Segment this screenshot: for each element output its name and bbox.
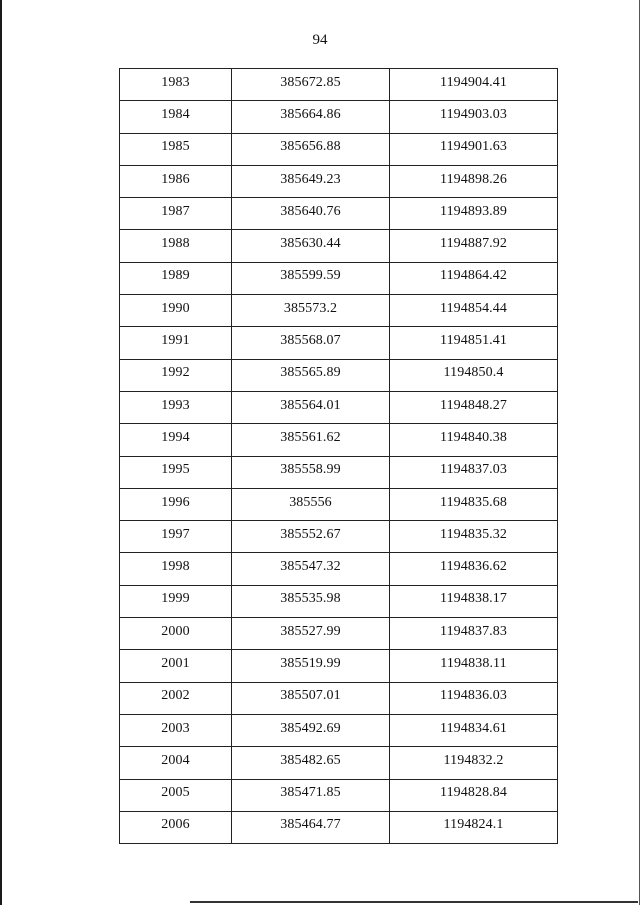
table-row: [120, 682, 558, 714]
y-coordinate-cell: [390, 488, 558, 520]
year-cell-text: 1995: [161, 462, 190, 478]
x-coordinate-cell: [232, 133, 390, 165]
y-coordinate-cell-text: 1194836.03: [440, 688, 507, 704]
x-coordinate-cell-text: 385664.86: [280, 106, 341, 122]
y-coordinate-cell: [390, 391, 558, 423]
year-cell-text: 1985: [161, 139, 190, 155]
y-coordinate-cell-text: 1194848.27: [440, 397, 507, 413]
table-row: [120, 198, 558, 230]
year-cell-text: 1986: [161, 171, 190, 187]
y-coordinate-cell: [390, 585, 558, 617]
year-cell-text: 2003: [161, 720, 190, 736]
y-coordinate-cell-text: 1194904.41: [440, 74, 507, 90]
year-cell: [120, 714, 232, 746]
table-row: [120, 747, 558, 779]
y-coordinate-cell-text: 1194898.26: [440, 171, 507, 187]
year-cell: [120, 811, 232, 843]
x-coordinate-cell-text: 385599.59: [280, 268, 341, 284]
x-coordinate-cell: [232, 391, 390, 423]
table-row: [120, 585, 558, 617]
table-row: [120, 553, 558, 585]
y-coordinate-cell-text: 1194834.61: [440, 720, 507, 736]
table-row: [120, 521, 558, 553]
x-coordinate-cell-text: 385482.65: [280, 752, 341, 768]
table-row: [120, 456, 558, 488]
y-coordinate-cell: [390, 779, 558, 811]
year-cell-text: 1999: [161, 591, 190, 607]
year-cell: [120, 682, 232, 714]
y-coordinate-cell-text: 1194837.03: [440, 462, 507, 478]
y-coordinate-cell: [390, 133, 558, 165]
y-coordinate-cell: [390, 230, 558, 262]
year-cell: [120, 747, 232, 779]
table-row: [120, 165, 558, 197]
year-cell-text: 2002: [161, 688, 190, 704]
table-row: [120, 488, 558, 520]
y-coordinate-cell-text: 1194893.89: [440, 203, 507, 219]
scan-edge-bottom: [190, 901, 638, 903]
table-row: [120, 650, 558, 682]
x-coordinate-cell: [232, 327, 390, 359]
y-coordinate-cell-text: 1194864.42: [440, 268, 507, 284]
year-cell: [120, 359, 232, 391]
y-coordinate-cell: [390, 650, 558, 682]
x-coordinate-cell-text: 385507.01: [280, 688, 341, 704]
table-row: [120, 618, 558, 650]
x-coordinate-cell: [232, 359, 390, 391]
x-coordinate-cell: [232, 230, 390, 262]
x-coordinate-cell-text: 385471.85: [280, 785, 341, 801]
x-coordinate-cell: [232, 650, 390, 682]
year-cell: [120, 230, 232, 262]
x-coordinate-cell: [232, 747, 390, 779]
x-coordinate-cell: [232, 488, 390, 520]
x-coordinate-cell: [232, 811, 390, 843]
x-coordinate-cell: [232, 553, 390, 585]
year-cell: [120, 585, 232, 617]
x-coordinate-cell: [232, 682, 390, 714]
y-coordinate-cell: [390, 747, 558, 779]
table-row: [120, 327, 558, 359]
x-coordinate-cell-text: 385568.07: [280, 333, 341, 349]
y-coordinate-cell-text: 1194838.17: [440, 591, 507, 607]
year-cell: [120, 521, 232, 553]
year-cell: [120, 69, 232, 101]
y-coordinate-cell: [390, 521, 558, 553]
table-row: [120, 69, 558, 101]
y-coordinate-cell: [390, 198, 558, 230]
x-coordinate-cell: [232, 779, 390, 811]
x-coordinate-cell-text: 385672.85: [280, 74, 341, 90]
table-row: [120, 359, 558, 391]
x-coordinate-cell: [232, 262, 390, 294]
y-coordinate-cell-text: 1194901.63: [440, 139, 507, 155]
y-coordinate-cell: [390, 359, 558, 391]
year-cell: [120, 133, 232, 165]
x-coordinate-cell-text: 385492.69: [280, 720, 341, 736]
y-coordinate-cell-text: 1194837.83: [440, 623, 507, 639]
y-coordinate-cell-text: 1194835.32: [440, 526, 507, 542]
x-coordinate-cell-text: 385519.99: [280, 655, 341, 671]
x-coordinate-cell-text: 385630.44: [280, 236, 341, 252]
table-body: [120, 69, 558, 844]
y-coordinate-cell: [390, 69, 558, 101]
year-cell-text: 1996: [161, 494, 190, 510]
year-cell-text: 1998: [161, 559, 190, 575]
y-coordinate-cell: [390, 101, 558, 133]
year-cell: [120, 553, 232, 585]
x-coordinate-cell-text: 385527.99: [280, 623, 341, 639]
year-cell: [120, 101, 232, 133]
year-cell-text: 1984: [161, 106, 190, 122]
x-coordinate-cell-text: 385640.76: [280, 203, 341, 219]
page-number: 94: [312, 32, 328, 48]
y-coordinate-cell: [390, 295, 558, 327]
y-coordinate-cell: [390, 618, 558, 650]
x-coordinate-cell: [232, 424, 390, 456]
year-cell-text: 1988: [161, 236, 190, 252]
x-coordinate-cell-text: 385564.01: [280, 397, 341, 413]
table-row: [120, 714, 558, 746]
year-cell-text: 1987: [161, 203, 190, 219]
x-coordinate-cell: [232, 585, 390, 617]
x-coordinate-cell-text: 385552.67: [280, 526, 341, 542]
year-cell: [120, 779, 232, 811]
x-coordinate-cell: [232, 714, 390, 746]
y-coordinate-cell-text: 1194836.62: [440, 559, 507, 575]
y-coordinate-cell: [390, 811, 558, 843]
year-cell: [120, 456, 232, 488]
table-row: [120, 133, 558, 165]
data-table: [119, 68, 558, 844]
year-cell: [120, 327, 232, 359]
y-coordinate-cell-text: 1194835.68: [440, 494, 507, 510]
y-coordinate-cell: [390, 165, 558, 197]
year-cell-text: 1992: [161, 365, 190, 381]
y-coordinate-cell: [390, 714, 558, 746]
y-coordinate-cell: [390, 262, 558, 294]
y-coordinate-cell-text: 1194887.92: [440, 236, 507, 252]
year-cell: [120, 295, 232, 327]
table-row: [120, 391, 558, 423]
x-coordinate-cell: [232, 165, 390, 197]
year-cell-text: 2004: [161, 752, 190, 768]
year-cell-text: 2005: [161, 785, 190, 801]
x-coordinate-cell-text: 385464.77: [280, 817, 341, 833]
y-coordinate-cell: [390, 682, 558, 714]
y-coordinate-cell-text: 1194851.41: [440, 333, 507, 349]
x-coordinate-cell: [232, 295, 390, 327]
year-cell-text: 1997: [161, 526, 190, 542]
year-cell-text: 2006: [161, 817, 190, 833]
x-coordinate-cell-text: 385649.23: [280, 171, 341, 187]
year-cell-text: 1994: [161, 429, 190, 445]
y-coordinate-cell-text: 1194828.84: [440, 785, 507, 801]
x-coordinate-cell: [232, 198, 390, 230]
scan-edge-left: [0, 0, 2, 905]
year-cell: [120, 391, 232, 423]
y-coordinate-cell-text: 1194840.38: [440, 429, 507, 445]
y-coordinate-cell-text: 1194903.03: [440, 106, 507, 122]
x-coordinate-cell: [232, 456, 390, 488]
y-coordinate-cell-text: 1194824.1: [443, 817, 504, 833]
x-coordinate-cell-text: 385656.88: [280, 139, 341, 155]
y-coordinate-cell-text: 1194838.11: [440, 655, 507, 671]
table-row: [120, 262, 558, 294]
x-coordinate-cell: [232, 618, 390, 650]
table-row: [120, 811, 558, 843]
year-cell: [120, 488, 232, 520]
year-cell: [120, 262, 232, 294]
y-coordinate-cell: [390, 327, 558, 359]
x-coordinate-cell-text: 385558.99: [280, 462, 341, 478]
year-cell-text: 1990: [161, 300, 190, 316]
y-coordinate-cell-text: 1194832.2: [443, 752, 504, 768]
x-coordinate-cell: [232, 101, 390, 133]
y-coordinate-cell-text: 1194850.4: [443, 365, 504, 381]
year-cell: [120, 165, 232, 197]
year-cell-text: 2001: [161, 655, 190, 671]
y-coordinate-cell: [390, 456, 558, 488]
y-coordinate-cell-text: 1194854.44: [440, 300, 507, 316]
year-cell-text: 1989: [161, 268, 190, 284]
x-coordinate-cell-text: 385547.32: [280, 559, 341, 575]
y-coordinate-cell: [390, 553, 558, 585]
table-row: [120, 424, 558, 456]
year-cell-text: 1993: [161, 397, 190, 413]
y-coordinate-cell: [390, 424, 558, 456]
year-cell-text: 1983: [161, 74, 190, 90]
year-cell: [120, 198, 232, 230]
table-row: [120, 295, 558, 327]
data-table-container: [119, 68, 557, 844]
x-coordinate-cell-text: 385565.89: [280, 365, 341, 381]
x-coordinate-cell: [232, 521, 390, 553]
x-coordinate-cell-text: 385573.2: [283, 300, 338, 316]
table-row: [120, 101, 558, 133]
year-cell: [120, 650, 232, 682]
table-row: [120, 779, 558, 811]
year-cell-text: 2000: [161, 623, 190, 639]
x-coordinate-cell-text: 385556: [289, 494, 332, 510]
year-cell: [120, 424, 232, 456]
year-cell: [120, 618, 232, 650]
x-coordinate-cell-text: 385561.62: [280, 429, 341, 445]
x-coordinate-cell-text: 385535.98: [280, 591, 341, 607]
year-cell-text: 1991: [161, 333, 190, 349]
table-row: [120, 230, 558, 262]
x-coordinate-cell: [232, 69, 390, 101]
